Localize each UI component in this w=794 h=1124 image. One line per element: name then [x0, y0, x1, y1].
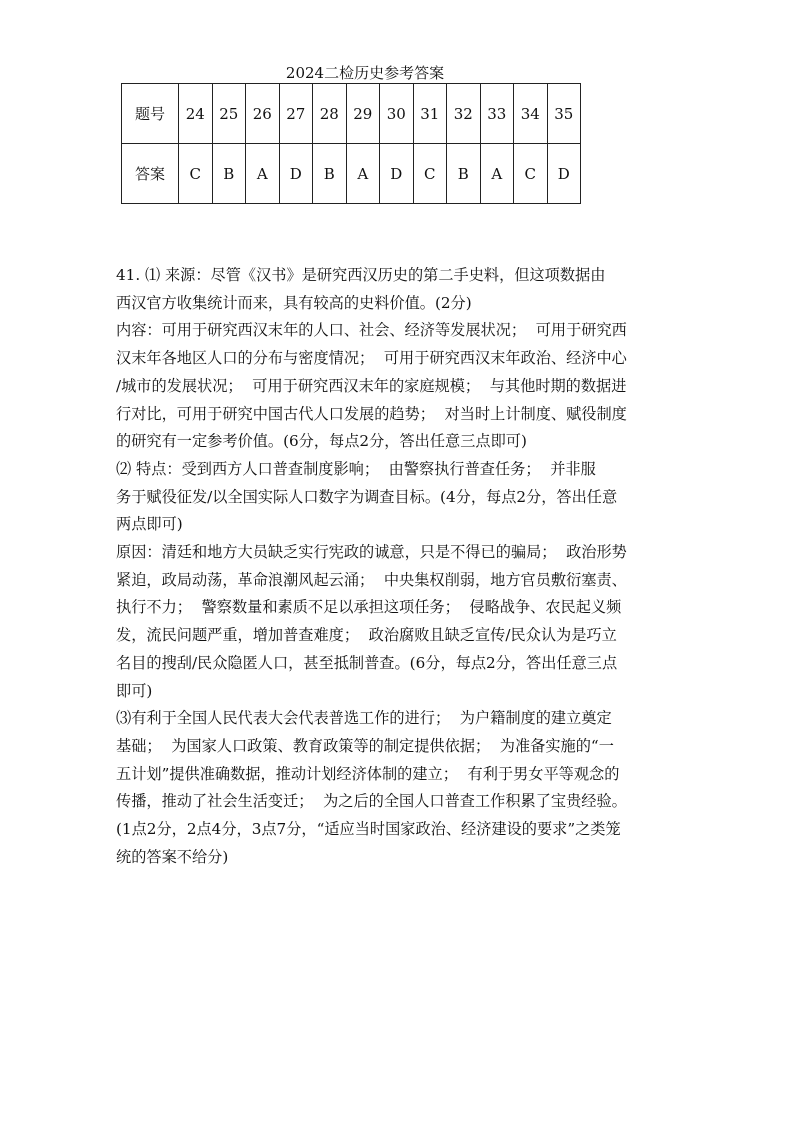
answer-cell: A — [480, 144, 514, 204]
question-number-cell: 27 — [279, 84, 313, 144]
answer-cell: C — [413, 144, 447, 204]
row-label-question-number: 题号 — [122, 84, 179, 144]
q41-part2-reasons: 原因：清廷和地方大员缺乏实行宪政的诚意，只是不得已的骗局； 政治形势 紧迫，政局动荡，革命浪潮风起云涌； 中央集权削弱，地方官员敷衍塞责、 执行不力； 警察数量和素质不足以承担这项任务； 侵略战争、农民起义频 发，流民问题严重，增加普查难度； 政治腐败且缺乏宣传/民众认为是巧立 名目的搜刮/民众隐匿人口，甚至抵制普查。(6分，每点2分，答出任意三点 即可) — [116, 543, 627, 700]
answer-cell: A — [346, 144, 380, 204]
question-number-cell: 31 — [413, 84, 447, 144]
question-number-cell: 34 — [514, 84, 548, 144]
answer-cell: A — [246, 144, 280, 204]
answer-cell: D — [547, 144, 581, 204]
question-number-cell: 33 — [480, 84, 514, 144]
q41-part3-significance: ⑶有利于全国人民代表大会代表普选工作的进行； 为户籍制度的建立奠定 基础； 为国家人口政策、教育政策等的制定提供依据； 为准备实施的“一 五计划”提供准确数据，推动计划经济体制的建立； 有利于男女平等观念的 传播，推动了社会生活变迁； 为之后的全国人口普查工作积累了宝贵经验。 (1点2分，2点4分，3点7分，“适应当时国家政治、经济建设的要求”之类笼 统的答案不给分) — [116, 709, 627, 866]
question-number-cell: 32 — [447, 84, 481, 144]
page-title: 2024二检历史参考答案 — [285, 64, 445, 82]
q41-part1-content: 内容：可用于研究西汉末年的人口、社会、经济等发展状况； 可用于研究西 汉末年各地区人口的分布与密度情况； 可用于研究西汉末年政治、经济中心 /城市的发展状况； 可用于研究西汉末年的家庭规模； 与其他时期的数据进 行对比，可用于研究中国古代人口发展的趋势； 对当时上计制度、赋役制度 的研究有一定参考价值。(6分，每点2分，答出任意三点即可) — [116, 321, 627, 451]
answer-row — [122, 144, 581, 204]
question-number-cell: 29 — [346, 84, 380, 144]
question-number-cell: 24 — [179, 84, 213, 144]
answer-table — [121, 83, 581, 204]
question-number-row — [122, 84, 581, 144]
question-number-cell: 28 — [313, 84, 347, 144]
answer-explanations — [116, 262, 706, 871]
row-label-answer: 答案 — [122, 144, 179, 204]
question-number-cell: 30 — [380, 84, 414, 144]
question-number-cell: 26 — [246, 84, 280, 144]
question-number-cell: 25 — [212, 84, 246, 144]
answer-cell: D — [380, 144, 414, 204]
answer-cell: B — [212, 144, 246, 204]
q41-part1-source: 41. ⑴ 来源：尽管《汉书》是研究西汉历史的第二手史料，但这项数据由 西汉官方收集统计而来，具有较高的史料价值。(2分) — [116, 266, 606, 312]
question-number-cell: 35 — [547, 84, 581, 144]
answer-cell: B — [313, 144, 347, 204]
q41-part2-features: ⑵ 特点：受到西方人口普查制度影响； 由警察执行普查任务； 并非服 务于赋役征发/以全国实际人口数字为调查目标。(4分，每点2分，答出任意 两点即可) — [116, 459, 618, 534]
answer-cell: B — [447, 144, 481, 204]
answer-cell: C — [179, 144, 213, 204]
answer-cell: D — [279, 144, 313, 204]
answer-cell: C — [514, 144, 548, 204]
